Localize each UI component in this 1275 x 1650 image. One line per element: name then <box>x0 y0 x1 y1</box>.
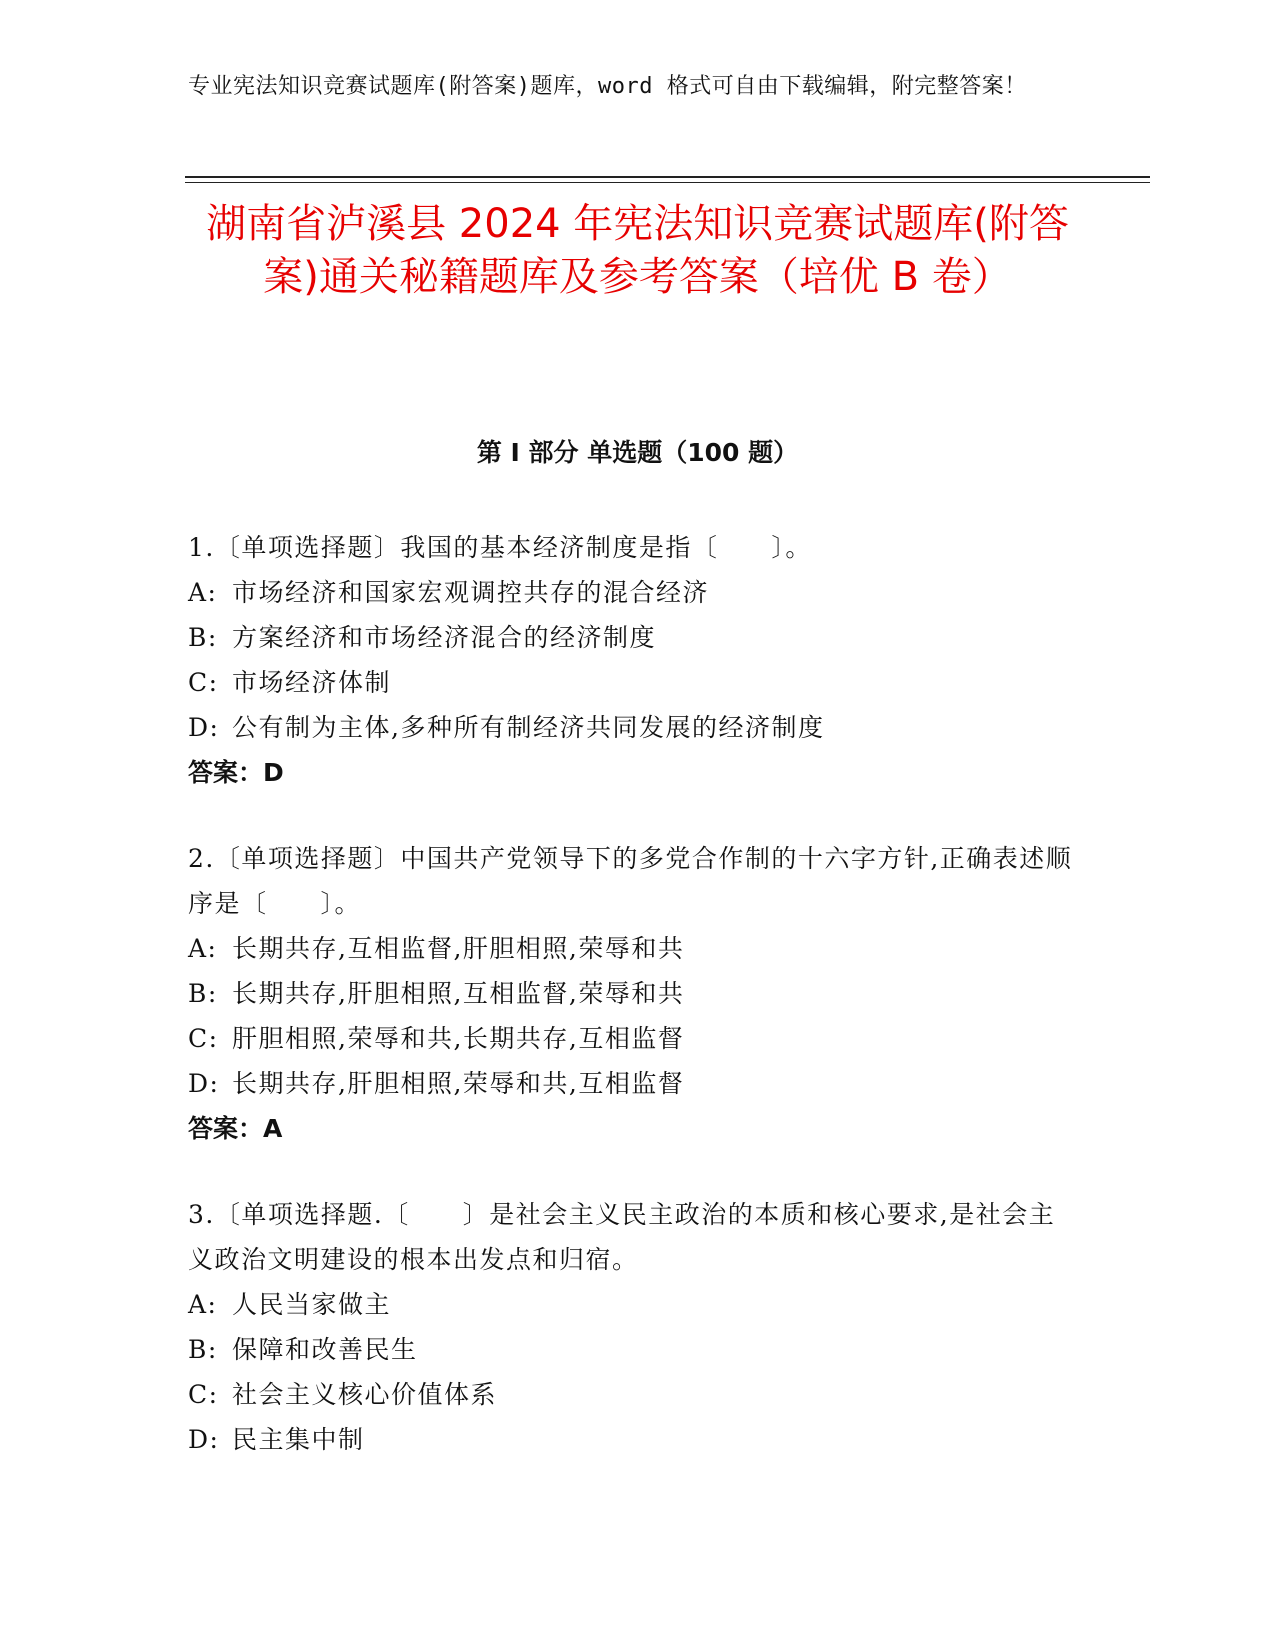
option-text: 长期共存,互相监督,肝胆相照,荣辱和共 <box>232 934 685 963</box>
option-letter: C: <box>188 668 219 697</box>
option-a <box>188 926 1073 971</box>
option-text: 社会主义核心价值体系 <box>232 1380 498 1409</box>
option-letter: C: <box>188 1024 219 1053</box>
option-letter: A: <box>188 1290 218 1319</box>
question-3 <box>188 1192 1073 1462</box>
question-1 <box>188 525 1073 795</box>
option-d <box>188 1061 1073 1106</box>
option-text: 保障和改善民生 <box>232 1335 418 1364</box>
option-letter: D: <box>188 1425 220 1454</box>
option-c <box>188 660 1073 705</box>
header-note: 专业宪法知识竞赛试题库(附答案)题库，word 格式可自由下载编辑，附完整答案！ <box>188 74 1027 99</box>
option-a <box>188 1282 1073 1327</box>
option-b <box>188 971 1073 1016</box>
option-text: 人民当家做主 <box>232 1290 392 1319</box>
option-text: 市场经济和国家宏观调控共存的混合经济 <box>232 578 710 607</box>
option-text: 长期共存,肝胆相照,互相监督,荣辱和共 <box>232 979 685 1008</box>
option-letter: B: <box>188 623 218 652</box>
option-letter: C: <box>188 1380 219 1409</box>
option-a <box>188 570 1073 615</box>
question-2 <box>188 836 1073 1151</box>
question-stem: 1.〔单项选择题〕我国的基本经济制度是指〔 〕。 <box>188 533 812 562</box>
option-text: 民主集中制 <box>232 1425 365 1454</box>
section-title: 第 I 部分 单选题（100 题） <box>476 438 799 467</box>
option-text: 市场经济体制 <box>232 668 392 697</box>
option-letter: D: <box>188 713 220 742</box>
option-d <box>188 705 1073 750</box>
option-d <box>188 1417 1073 1462</box>
question-stem: 2.〔单项选择题〕中国共产党领导下的多党合作制的十六字方针,正确表述顺序是〔 〕。 <box>188 844 1073 918</box>
option-b <box>188 615 1073 660</box>
document-title: 湖南省泸溪县 2024 年宪法知识竞赛试题库(附答案)通关秘籍题库及参考答案（培优 B 卷） <box>206 201 1069 300</box>
answer: 答案：A <box>188 1114 283 1143</box>
option-c <box>188 1372 1073 1417</box>
option-text: 公有制为主体,多种所有制经济共同发展的经济制度 <box>232 713 825 742</box>
header-rule-thin <box>185 182 1150 183</box>
option-letter: A: <box>188 934 218 963</box>
option-text: 方案经济和市场经济混合的经济制度 <box>232 623 657 652</box>
header-rule-thick <box>185 176 1150 178</box>
answer: 答案：D <box>188 758 284 787</box>
option-letter: B: <box>188 979 218 1008</box>
option-b <box>188 1327 1073 1372</box>
question-stem: 3.〔单项选择题.〔 〕是社会主义民主政治的本质和核心要求,是社会主义政治文明建设的根本出发点和归宿。 <box>188 1200 1056 1274</box>
option-text: 长期共存,肝胆相照,荣辱和共,互相监督 <box>232 1069 685 1098</box>
option-letter: B: <box>188 1335 218 1364</box>
question-list <box>188 525 1073 1503</box>
option-letter: D: <box>188 1069 220 1098</box>
option-letter: A: <box>188 578 218 607</box>
option-text: 肝胆相照,荣辱和共,长期共存,互相监督 <box>232 1024 685 1053</box>
option-c <box>188 1016 1073 1061</box>
